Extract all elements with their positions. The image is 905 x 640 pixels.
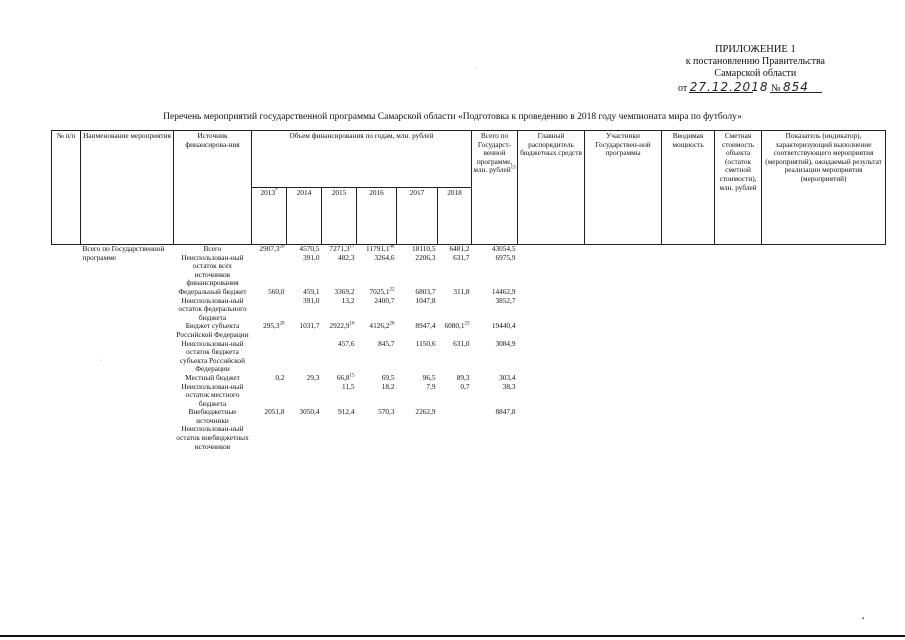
cell-year-2018 [438, 297, 472, 323]
value-2017: 2262,9 [415, 407, 436, 417]
value-2018: 89,3 [456, 372, 470, 382]
cell-year-2016 [357, 408, 397, 425]
cell-manager [518, 288, 585, 297]
cell-year-2015 [322, 408, 357, 425]
header-total-text: Всего по Государст-венной программе, млн. рублей [473, 131, 513, 175]
header-year-2016: 2016 [357, 188, 397, 245]
cell-indicator [762, 383, 886, 409]
value-2013: 2907,3 [259, 244, 280, 253]
value-2016: 11791,1 [366, 244, 390, 253]
value-2016: 4126,2 [369, 321, 390, 331]
cell-participants [585, 408, 662, 425]
appendix-title: ПРИЛОЖЕНИЕ 1 [714, 44, 796, 55]
cell-capacity [662, 288, 715, 297]
cell-source: Внебюджетные источники [188, 407, 237, 425]
value-2016: 69,5 [381, 372, 395, 382]
activities-table [51, 130, 886, 451]
table-row [52, 408, 886, 425]
footnote-2016: 28 [389, 321, 395, 327]
appendix-line-1: к постановлению Правительства [685, 56, 825, 67]
cell-capacity [662, 297, 715, 323]
cell-year-2013 [252, 322, 287, 339]
cell-number [52, 245, 81, 254]
cell-year-2017 [397, 340, 438, 374]
cell-participants [585, 374, 662, 383]
cell-source: Местный бюджет [185, 372, 240, 382]
cell-year-2016 [357, 340, 397, 374]
cell-year-2014 [287, 425, 322, 451]
header-capacity: Вводимая мощность [662, 131, 715, 245]
cell-total: 8847,8 [495, 407, 516, 417]
cell-total: 43054,5 [491, 244, 516, 253]
value-2018: 631,0 [453, 338, 470, 348]
appendix-line-2: Самарской области [714, 68, 797, 79]
value-2017: 6803,7 [415, 286, 436, 296]
cell-year-2015 [322, 254, 357, 288]
cell-year-2018 [438, 322, 472, 339]
value-2013: 560,0 [268, 286, 285, 296]
value-2014: 4570,5 [299, 244, 320, 253]
cell-year-2017 [397, 425, 438, 451]
cell-year-2015 [322, 340, 357, 374]
cell-year-2018 [438, 383, 472, 409]
cell-indicator [762, 425, 886, 451]
cell-indicator [762, 374, 886, 383]
table-row [52, 425, 886, 451]
cell-number [52, 288, 81, 297]
cell-activity-name: Всего по Государственной программе [82, 244, 165, 262]
footnote-2013: 20 [279, 321, 285, 327]
year-2013-sup: 7 [275, 188, 278, 194]
footnote-2016: 48 [389, 244, 395, 250]
table-row [52, 254, 886, 288]
cell-year-2014 [287, 340, 322, 374]
cell-manager [518, 297, 585, 323]
cell-indicator [762, 322, 886, 339]
value-2018: 0,7 [460, 381, 470, 391]
cell-cost [715, 374, 762, 383]
value-2015: 11,5 [342, 381, 355, 391]
cell-year-2014 [287, 408, 322, 425]
table-body [52, 245, 886, 452]
handwritten-date: 27.12.2018 [689, 80, 769, 94]
cell-cost [715, 254, 762, 288]
cell-indicator [762, 254, 886, 288]
value-2013: 2051,8 [264, 407, 285, 417]
table-row [52, 383, 886, 409]
cell-participants [585, 340, 662, 374]
cell-source: Неиспользован-ный остаток внебюджетных источников [176, 424, 249, 451]
footnote-2013: 20 [279, 244, 285, 250]
header-year-2017: 2017 [397, 188, 438, 245]
cell-source: Неиспользован-ный остаток всех источников финансирования [181, 252, 244, 288]
value-2014: 29,3 [306, 372, 320, 382]
cell-cost [715, 245, 762, 254]
scan-speck: · [100, 358, 102, 364]
cell-capacity [662, 245, 715, 254]
header-year-2018: 2018 [438, 188, 472, 245]
cell-number [52, 297, 81, 323]
value-2018: 6481,2 [449, 244, 470, 253]
cell-participants [585, 425, 662, 451]
cell-year-2017 [397, 322, 438, 339]
header-year-2014: 2014 [287, 188, 322, 245]
number-underline [770, 92, 822, 93]
cell-indicator [762, 408, 886, 425]
cell-cost [715, 383, 762, 409]
table-header [52, 131, 886, 245]
cell-manager [518, 374, 585, 383]
cell-capacity [662, 425, 715, 451]
cell-manager [518, 254, 585, 288]
cell-year-2013 [252, 383, 287, 409]
cell-cost [715, 322, 762, 339]
cell-capacity [662, 340, 715, 374]
value-2015: 7271,3 [329, 244, 350, 253]
value-2017: 96,5 [422, 372, 436, 382]
value-2016: 2400,7 [374, 295, 395, 305]
cell-year-2016 [357, 383, 397, 409]
cell-source: Неиспользован-ный остаток федерального бюджета [178, 295, 247, 322]
cell-participants [585, 254, 662, 288]
cell-year-2016 [357, 297, 397, 323]
cell-participants [585, 245, 662, 254]
value-2016: 845,7 [378, 338, 395, 348]
cell-indicator [762, 297, 886, 323]
header-manager: Главный распорядитель бюджетных средств [518, 131, 585, 245]
cell-indicator [762, 245, 886, 254]
value-2018: 311,8 [453, 286, 470, 296]
number-label: № [770, 83, 781, 94]
cell-cost [715, 297, 762, 323]
value-2015: 13,2 [341, 295, 355, 305]
cell-year-2017 [397, 408, 438, 425]
header-year-2013 [252, 188, 287, 245]
cell-year-2017 [397, 383, 438, 409]
cell-year-2018 [438, 408, 472, 425]
cell-year-2014 [287, 297, 322, 323]
cell-participants [585, 383, 662, 409]
cell-total: 303,4 [499, 372, 516, 382]
cell-cost [715, 340, 762, 374]
value-2016: 570,3 [378, 407, 395, 417]
cell-source: Неиспользован-ный остаток бюджета субъекта Российской Федерации [180, 338, 245, 374]
cell-cost [715, 425, 762, 451]
cell-manager [518, 383, 585, 409]
value-2014: 391,0 [303, 252, 320, 262]
footnote-2015: 15 [349, 373, 355, 379]
value-2015: 2922,9 [329, 321, 350, 331]
handwritten-number: 854 [783, 80, 809, 94]
value-2017: 1150,6 [415, 338, 436, 348]
value-2015: 457,6 [338, 338, 355, 348]
cell-source: Всего [203, 244, 222, 253]
header-activity-name: Наименование мероприятия [81, 131, 174, 245]
cell-manager [518, 425, 585, 451]
cell-participants [585, 322, 662, 339]
cell-participants [585, 297, 662, 323]
cell-year-2013 [252, 408, 287, 425]
table-row [52, 322, 886, 339]
cell-indicator [762, 340, 886, 374]
value-2016: 18,2 [381, 381, 395, 391]
value-2016: 7025,1 [369, 286, 390, 296]
cell-source: Федеральный бюджет [178, 286, 247, 296]
value-2016: 3264,6 [374, 252, 395, 262]
scan-speck: · [476, 66, 478, 72]
cell-number [52, 408, 81, 425]
value-2018: 631,7 [453, 252, 470, 262]
date-prefix: от [678, 83, 688, 94]
header-cost: Сметная стоимость объекта (остаток сметной стоимости), млн. рублей [715, 131, 762, 245]
cell-number [52, 383, 81, 409]
year-2013-label: 2013 [260, 188, 276, 197]
cell-number [52, 322, 81, 339]
value-2015: 912,4 [338, 407, 355, 417]
cell-total: 3084,9 [495, 338, 516, 348]
cell-year-2015 [322, 425, 357, 451]
value-2018: 6080,1 [444, 321, 465, 331]
cell-total: 38,3 [502, 381, 516, 391]
cell-year-2018 [438, 425, 472, 451]
cell-year-2013 [252, 340, 287, 374]
header-year-2015: 2015 [322, 188, 357, 245]
cell-year-2018 [438, 340, 472, 374]
cell-year-2014 [287, 383, 322, 409]
value-2013: 295,3 [263, 321, 280, 331]
date-underline [689, 92, 753, 93]
cell-year-2013 [252, 254, 287, 288]
header-total [472, 131, 518, 245]
value-2015: 482,3 [338, 252, 355, 262]
cell-year-2016 [357, 254, 397, 288]
cell-total [472, 425, 518, 451]
cell-year-2016 [357, 322, 397, 339]
cell-number [52, 374, 81, 383]
table-row [52, 297, 886, 323]
cell-year-2015 [322, 383, 357, 409]
cell-year-2016 [357, 425, 397, 451]
header-number: № п/п [52, 131, 81, 245]
cell-total: 3852,7 [495, 295, 516, 305]
cell-manager [518, 322, 585, 339]
scan-edge-line [0, 635, 905, 637]
cell-number [52, 254, 81, 288]
cell-total: 6975,9 [495, 252, 516, 262]
cell-cost [715, 288, 762, 297]
value-2014: 1031,7 [299, 321, 320, 331]
cell-year-2013 [252, 297, 287, 323]
cell-manager [518, 245, 585, 254]
value-2014: 391,0 [303, 295, 320, 305]
header-indicator: Показатель (индикатор), характеризующий выполнение соответствующего мероприятия (мероприятий), ожидаемый результат реализации мероприятия (мероприятий) [762, 131, 886, 245]
cell-year-2013 [252, 288, 287, 297]
cell-total: 14462,9 [491, 286, 516, 296]
value-2015: 66,8 [336, 372, 350, 382]
header-total-sup: 13 [510, 165, 516, 171]
value-2017: 2206,3 [415, 252, 436, 262]
footnote-2015: 17 [349, 244, 355, 250]
cell-year-2014 [287, 254, 322, 288]
cell-capacity [662, 254, 715, 288]
cell-year-2013 [252, 374, 287, 383]
value-2017: 8947,4 [415, 321, 436, 331]
footnote-2016: 22 [389, 287, 395, 293]
table-row [52, 288, 886, 297]
cell-year-2017 [397, 254, 438, 288]
footnote-2018: 23 [464, 321, 470, 327]
cell-year-2014 [287, 322, 322, 339]
cell-manager [518, 408, 585, 425]
value-2017: 7,9 [426, 381, 436, 391]
value-2017: 18110,5 [412, 244, 436, 253]
cell-year-2015 [322, 322, 357, 339]
cell-cost [715, 408, 762, 425]
cell-year-2013 [252, 425, 287, 451]
cell-total: 19440,4 [491, 321, 516, 331]
cell-year-2014 [287, 374, 322, 383]
cell-source: Бюджет субъекта Российской Федерации [176, 321, 249, 339]
cell-participants [585, 288, 662, 297]
cell-year-2018 [438, 288, 472, 297]
appendix-header [686, 44, 825, 80]
cell-source: Неиспользован-ный остаток местного бюджета [181, 381, 244, 408]
header-volume: Объем финансирования по годам, млн. рублей [252, 131, 472, 188]
cell-number [52, 340, 81, 374]
value-2014: 3050,4 [299, 407, 320, 417]
cell-capacity [662, 374, 715, 383]
cell-capacity [662, 408, 715, 425]
value-2017: 1047,8 [415, 295, 436, 305]
cell-number [52, 425, 81, 451]
cell-year-2018 [438, 254, 472, 288]
scan-speck: ▪ [862, 616, 865, 622]
cell-year-2017 [397, 297, 438, 323]
header-participants: Участники Государствен-ной программы [585, 131, 662, 245]
cell-year-2013 [252, 245, 287, 254]
cell-manager [518, 340, 585, 374]
value-2014: 459,1 [303, 286, 320, 296]
table-row [52, 340, 886, 374]
cell-year-2015 [322, 297, 357, 323]
cell-capacity [662, 322, 715, 339]
value-2015: 3369,2 [334, 286, 355, 296]
value-2013: 0,2 [275, 372, 285, 382]
header-source: Источник финансирова-ния [174, 131, 252, 245]
footnote-2015: 16 [349, 321, 355, 327]
cell-capacity [662, 383, 715, 409]
document-title: Перечень мероприятий государственной программы Самарской области «Подготовка к проведению в 2018 году чемпионата мира по футболу» [163, 112, 742, 122]
cell-indicator [762, 288, 886, 297]
